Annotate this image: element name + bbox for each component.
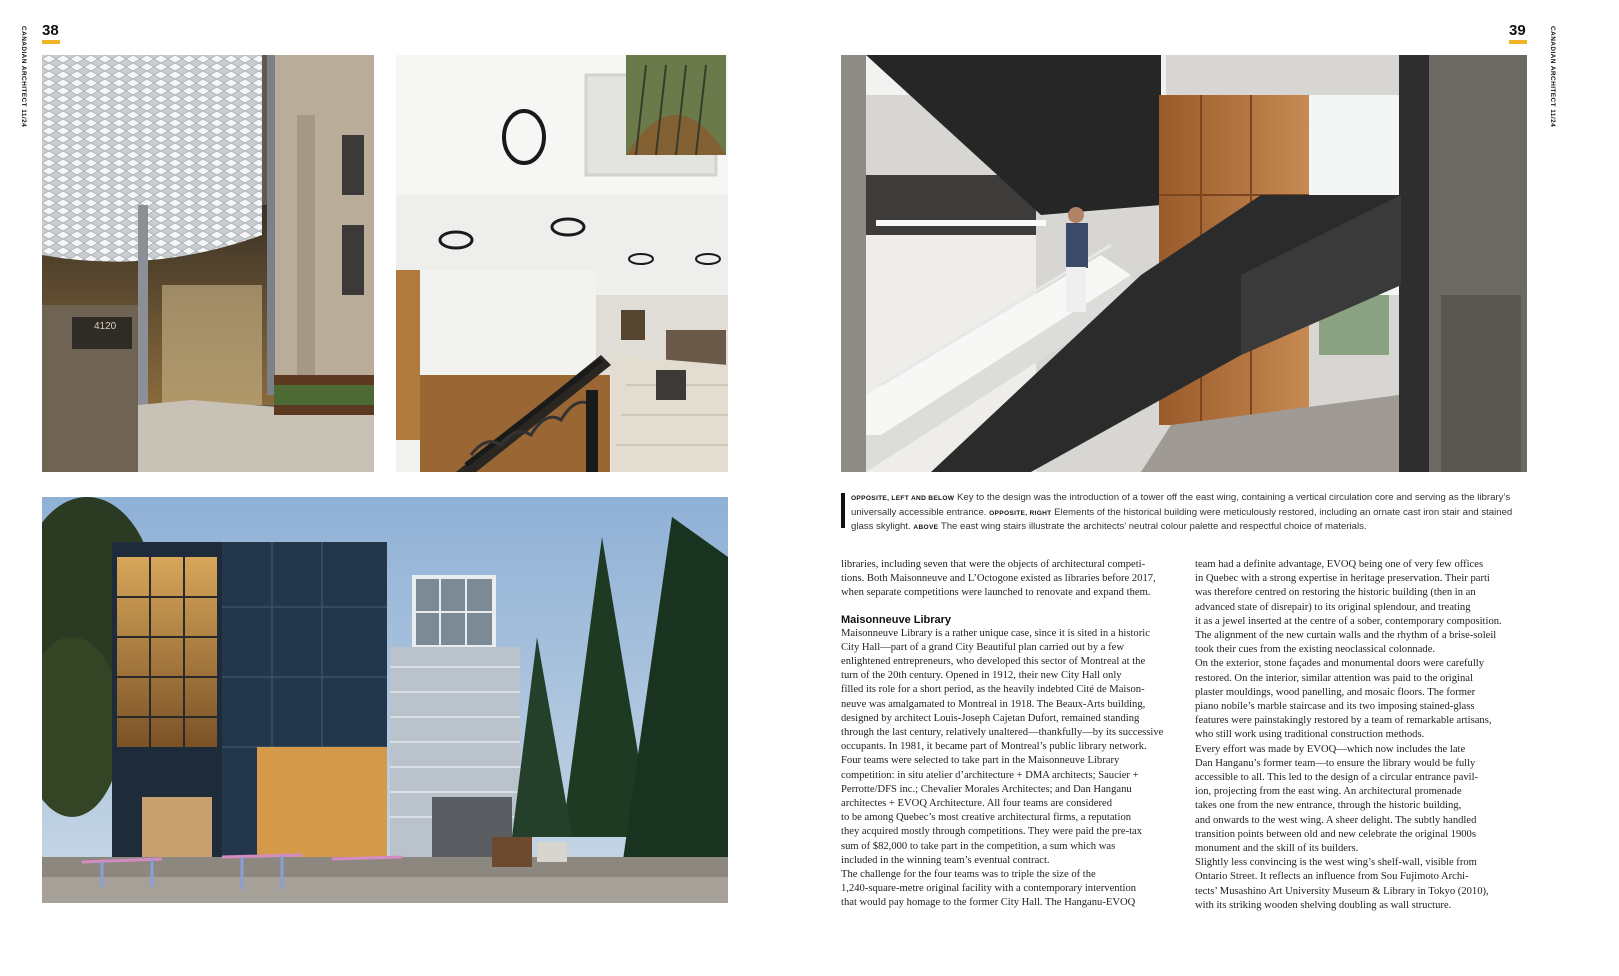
article-column-1 xyxy=(841,558,1177,911)
article-paragraph: Slightly less convincing is the west wing’s shelf-wall, visible from Ontario Street. It reflects an influence from Sou Fujimoto Archi- tects’ Musashino Art University Museum & Library in Tokyo (2010), with its striking wooden shelving doubling as wall structure. xyxy=(1195,857,1489,911)
caption-text-3: The east wing stairs illustrate the architects’ neutral colour palette and respectful choice of materials. xyxy=(938,521,1367,532)
article-paragraph: Maisonneuve Library is a rather unique case, since it is sited in a historic City Hall—part of a grand City Beautiful plan carried out by a few enlightened entrepreneurs, who developed this sector of Montreal at the turn of the 20th century. Opened in 1912, their new City Hall only filled its role for a short period, as the heavily indebted Cité de Maison- neuve was amalgamated to Montreal in 1918. The Beaux-Arts building, designed by architect Louis-Joseph Cajetan Dufort, remained standing through the last century, relatively unaltered—thankfully—by its successive occupants. In 1981, it became part of Montreal’s public library network. xyxy=(841,627,1164,753)
article-paragraph: The challenge for the four teams was to triple the size of the 1,240-square-metre original facility with a contemporary intervention that would pay homage to the former City Hall. The Hanganu-EVOQ xyxy=(841,869,1137,909)
article-paragraph: On the exterior, stone façades and monumental doors were carefully restored. On the interior, similar attention was paid to the original plaster mouldings, wood panelling, and mosaic floors. The former piano nobile’s marble staircase and its two imposing stained-glass features were painstakingly restored by a team of remarkable artisans, who still work using traditional construction methods. xyxy=(1195,658,1492,741)
caption-label-opposite-left: OPPOSITE, LEFT AND BELOW xyxy=(851,495,955,502)
running-head-right: CANADIAN ARCHITECT 11/24 xyxy=(1549,26,1556,128)
article-paragraph: team had a definite advantage, EVOQ being one of very few offices in Quebec with a strong expertise in heritage preservation. Their parti was therefore centred on restoring the historic building (then in an advanced state of disrepair) to its original splendour, and treating it as a jewel inserted at the centre of a sober, contemporary composition. The alignment of the new curtain walls and the rhythm of a brise-soleil took their cues from the existing neoclassical colonnade. xyxy=(1195,559,1502,656)
article-paragraph: Every effort was made by EVOQ—which now includes the late Dan Hanganu’s former team—to ensure the library would be fully accessible to all. This led to the design of a circular entrance pavil- ion, projecting from the east wing. An architectural promenade takes one from the new entrance, through the historic building, and onwards to the west wing. A sheer delight. The subtly handled transition points between old and new celebrate the original 1900s monument and the skill of its builders. xyxy=(1195,743,1479,855)
caption-rule xyxy=(841,493,845,528)
caption-label-opposite-right: OPPOSITE, RIGHT xyxy=(989,509,1052,517)
page-number-underline-right xyxy=(1509,40,1527,44)
photo-east-wing-stairs xyxy=(841,55,1527,472)
caption-text-2: Elements of the historical building were meticulously restored, including an ornate cast iron stair and stained glass skylight. xyxy=(851,506,1513,532)
section-heading: Maisonneuve Library xyxy=(841,613,952,626)
running-head-left: CANADIAN ARCHITECT 11/24 xyxy=(20,26,27,128)
photo-restored-interior-stair xyxy=(396,55,728,472)
page-number-right: 39 xyxy=(1509,22,1526,39)
article-column-2 xyxy=(1195,558,1531,913)
article-intro-paragraph: libraries, including seven that were the objects of architectural competi- tions. Both Maisonneuve and L’Octogone existed as libraries before 2017, when separate competitions were launched to renovate and expand them. xyxy=(841,559,1156,599)
page-number-left: 38 xyxy=(42,22,59,39)
article-paragraph: Four teams were selected to take part in the Maisonneuve Library competition: in situ atelier d’architecture + DMA architects; Saucier + Perrotte/DFS inc.; Chevalier Morales Architectes; and Dan Hanganu architectes + EVOQ Architecture. All four teams are considered to be among Quebec’s most creative architectural firms, a reputation they acquired mostly through competitions. They were paid the pre-tax sum of $82,000 to take part in the competition, a sum which was included in the winning team’s eventual contract. xyxy=(841,755,1143,866)
caption-label-above: ABOVE xyxy=(913,524,939,531)
page-number-underline-left xyxy=(42,40,60,44)
photo-exterior-dusk xyxy=(42,497,728,903)
entrance-sign: 4120 xyxy=(94,321,117,332)
photo-caption xyxy=(851,491,1527,535)
photo-entrance-mesh-tower xyxy=(42,55,374,472)
caption-text-1: Key to the design was the introduction of a tower off the east wing, containing a vertical circulation core and serving as the library’s universally accessible entrance. xyxy=(851,492,1511,518)
